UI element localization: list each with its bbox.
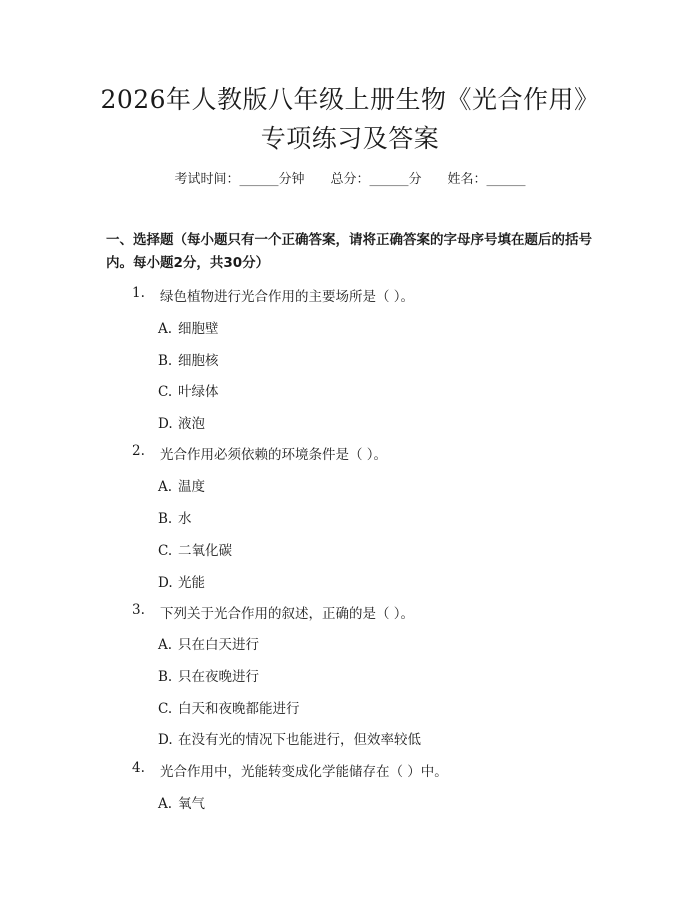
option-text: 细胞壁	[178, 321, 219, 337]
total-score: 总分：______分	[330, 172, 422, 187]
question-text: 光合作用中，光能转变成化学能储存在（ ）中。	[160, 764, 448, 780]
option-1a	[158, 317, 219, 337]
option-label: D.	[158, 575, 173, 591]
option-2a	[158, 475, 205, 495]
exam-info-line	[0, 168, 700, 187]
option-label: C.	[158, 384, 173, 400]
question-number: 2.	[132, 443, 145, 459]
section-heading: 一、选择题（每小题只有一个正确答案，请将正确答案的字母序号填在题后的括号内。每小题2分，共30分）	[106, 232, 592, 271]
document-title-line1: 2026年人教版八年级上册生物《光合作用》	[100, 85, 600, 114]
option-text: 叶绿体	[178, 384, 219, 400]
question-text: 绿色植物进行光合作用的主要场所是（ ）。	[160, 289, 415, 305]
option-3d	[158, 728, 421, 748]
option-4a	[158, 792, 205, 812]
student-name: 姓名：______	[447, 172, 526, 187]
option-label: B.	[158, 669, 173, 685]
option-3b	[158, 665, 259, 685]
question-text: 光合作用必须依赖的环境条件是（ ）。	[160, 447, 388, 463]
option-text: 白天和夜晚都能进行	[178, 701, 300, 717]
option-1c	[158, 380, 219, 400]
option-text: 温度	[178, 479, 205, 495]
option-label: A.	[158, 321, 173, 337]
option-text: 液泡	[178, 416, 205, 432]
option-label: D.	[158, 416, 173, 432]
option-label: C.	[158, 701, 173, 717]
option-1d	[158, 412, 205, 432]
option-2c	[158, 539, 232, 559]
exam-time: 考试时间：______分钟	[174, 172, 305, 187]
option-label: A.	[158, 796, 173, 812]
question-number: 1.	[132, 285, 145, 301]
option-label: A.	[158, 479, 173, 495]
document-title-line2: 专项练习及答案	[260, 124, 440, 153]
option-text: 氧气	[178, 796, 205, 812]
option-text: 只在白天进行	[178, 637, 259, 653]
option-text: 只在夜晚进行	[178, 669, 259, 685]
option-label: C.	[158, 543, 173, 559]
option-3c	[158, 697, 300, 717]
option-text: 细胞核	[178, 353, 219, 369]
question-number: 3.	[132, 602, 145, 618]
option-text: 二氧化碳	[178, 543, 232, 559]
option-text: 水	[178, 511, 192, 527]
option-2d	[158, 571, 205, 591]
option-label: D.	[158, 732, 173, 748]
option-1b	[158, 349, 219, 369]
option-label: A.	[158, 637, 173, 653]
option-2b	[158, 507, 192, 527]
option-text: 光能	[178, 575, 205, 591]
question-text: 下列关于光合作用的叙述，正确的是（ ）。	[160, 606, 415, 622]
question-number: 4.	[132, 760, 145, 776]
option-label: B.	[158, 511, 173, 527]
option-text: 在没有光的情况下也能进行，但效率较低	[178, 732, 421, 748]
option-label: B.	[158, 353, 173, 369]
option-3a	[158, 633, 259, 653]
